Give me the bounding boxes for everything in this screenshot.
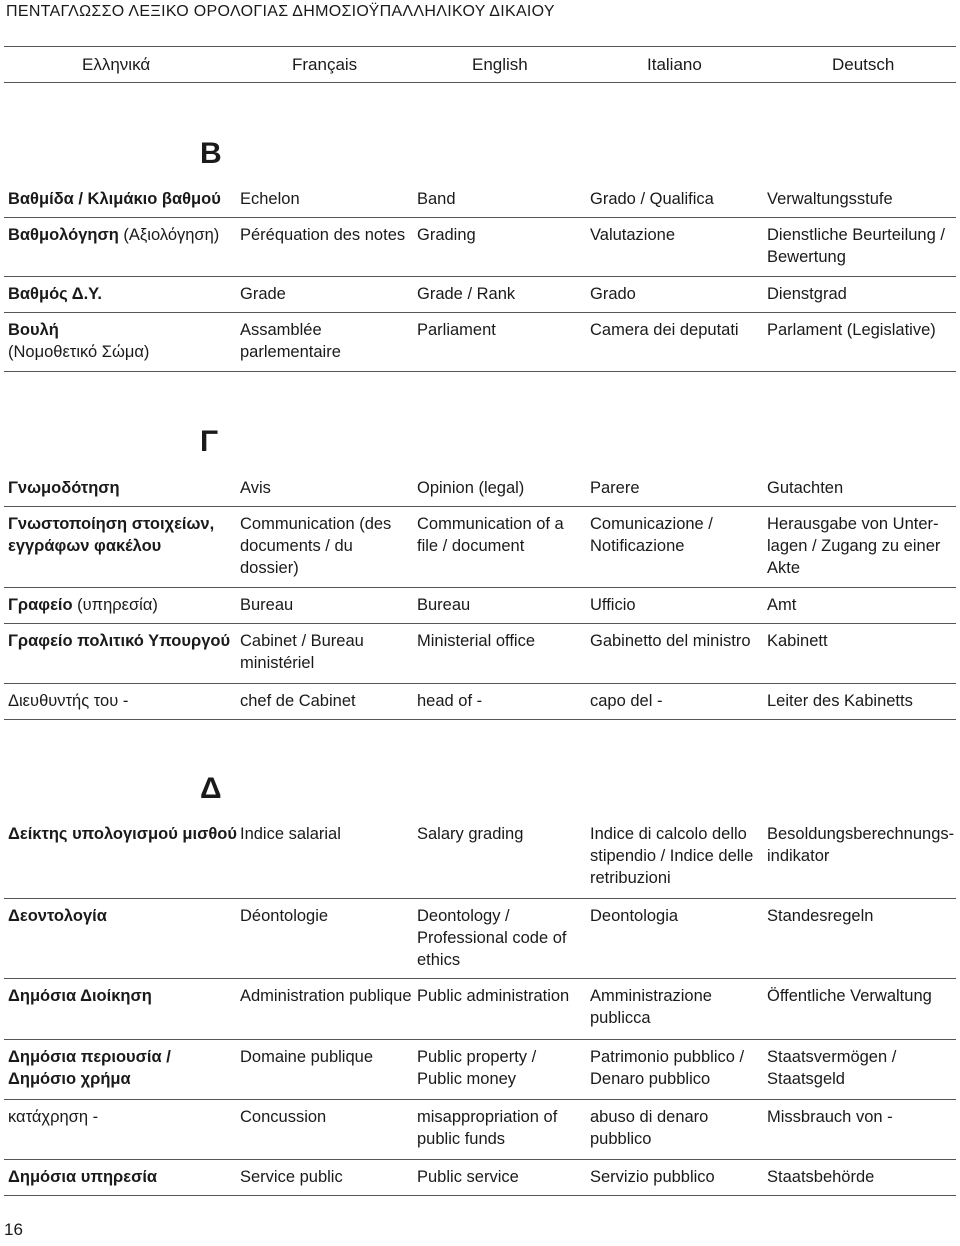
page-header-title: ΠΕΝΤΑΓΛΩΣΣΟ ΛΕΞΙΚΟ ΟΡΟΛΟΓΙΑΣ ΔΗΜΟΣΙΟΫΠΑΛΛΗΛΙΚΟΥ ΔΙΚΑΙΟΥ: [6, 3, 555, 20]
term-english: Public service: [417, 1168, 519, 1186]
term-greek: Δημόσια υπηρεσία: [8, 1168, 158, 1186]
term-german: Kabinett: [767, 632, 828, 650]
term-german: Dienstgrad: [767, 285, 847, 303]
table-row: [4, 899, 956, 979]
term-english: Band: [417, 190, 456, 208]
term-english: Public property / Public money: [417, 1048, 537, 1088]
term-italian: Servizio pubblico: [590, 1168, 715, 1186]
table-row: [4, 979, 956, 1040]
term-greek: Γραφείο πολιτικό Υπουργού: [8, 632, 231, 650]
term-german: Herausgabe von Unter-lagen / Zugang zu einer Akte: [767, 515, 941, 577]
term-greek: Γραφείο (υπηρεσία): [8, 596, 158, 614]
term-german: Staatsbehörde: [767, 1168, 875, 1186]
term-french: Péréquation des notes: [240, 226, 406, 244]
term-italian: Grado: [590, 285, 636, 303]
term-italian: Gabinetto del ministro: [590, 632, 751, 650]
term-english: Salary grading: [417, 825, 524, 843]
term-greek: Δημόσια περιουσία / Δημόσιο χρήμα: [8, 1048, 171, 1088]
term-french: Administration publique: [240, 987, 412, 1005]
term-italian: Grado / Qualifica: [590, 190, 714, 208]
term-greek: Βαθμολόγηση (Αξιολόγηση): [8, 226, 220, 244]
term-english: misappropriation of public funds: [417, 1108, 558, 1148]
term-english: Grade / Rank: [417, 285, 516, 303]
table-row: [4, 182, 956, 218]
term-german: Amt: [767, 596, 797, 614]
term-greek: Βαθμίδα / Κλιμάκιο βαθμού: [8, 190, 221, 208]
term-english: Opinion (legal): [417, 479, 525, 497]
term-french: Service public: [240, 1168, 343, 1186]
term-french: Communication (des documents / du dossier): [240, 515, 392, 577]
term-greek: Γνωστοποίηση στοιχείων, εγγράφων φακέλου: [8, 515, 215, 555]
term-greek: Βαθμός Δ.Υ.: [8, 285, 102, 303]
table-row: [4, 1160, 956, 1196]
term-french: Indice salarial: [240, 825, 341, 843]
language-french: Français: [292, 55, 358, 74]
language-header-bar: [4, 46, 956, 83]
term-english: Parliament: [417, 321, 496, 339]
term-french: Domaine publique: [240, 1048, 374, 1066]
table-row: [4, 684, 956, 720]
term-italian: Camera dei deputati: [590, 321, 739, 339]
term-german: Besoldungsberechnungs-indikator: [767, 825, 955, 865]
term-english: Bureau: [417, 596, 471, 614]
table-row: [4, 218, 956, 277]
table-row: [4, 1100, 956, 1160]
term-italian: Amministrazione publicca: [590, 987, 712, 1027]
term-greek: κατάχρηση -: [8, 1108, 99, 1126]
term-greek: Βουλή (Νομοθετικό Σώμα): [8, 321, 150, 361]
table-row: [4, 313, 956, 372]
term-italian: Patrimonio pubblico / Denaro pubblico: [590, 1048, 745, 1088]
section-d: [4, 817, 956, 1196]
table-row: [4, 1040, 956, 1100]
term-english: Public administration: [417, 987, 570, 1005]
term-german: Öffentliche Verwaltung: [767, 987, 932, 1005]
term-german: Dienstliche Beurteilung / Bewertung: [767, 226, 945, 266]
table-row: [4, 277, 956, 313]
language-english: English: [472, 55, 528, 74]
term-italian: capo del -: [590, 692, 663, 710]
term-italian: Deontologia: [590, 907, 679, 925]
term-italian: Parere: [590, 479, 640, 497]
term-german: Missbrauch von -: [767, 1108, 893, 1126]
term-italian: Indice di calcolo dello stipendio / Indice delle retribuzioni: [590, 825, 754, 887]
section-g: [4, 471, 956, 720]
term-french: Avis: [240, 479, 271, 497]
term-german: Parlament (Legislative): [767, 321, 936, 339]
term-italian: Valutazione: [590, 226, 676, 244]
term-french: Déontologie: [240, 907, 329, 925]
term-italian: Comunicazione / Notificazione: [590, 515, 713, 555]
term-italian: abuso di denaro pubblico: [590, 1108, 709, 1148]
section-letter-d: Δ: [200, 772, 222, 805]
term-greek: Γνωμοδότηση: [8, 479, 120, 497]
term-french: Cabinet / Bureau ministériel: [240, 632, 364, 672]
term-german: Gutachten: [767, 479, 844, 497]
section-letter-g: Γ: [200, 425, 219, 458]
table-row: [4, 471, 956, 507]
language-greek: Ελληνικά: [82, 55, 151, 74]
term-italian: Ufficio: [590, 596, 636, 614]
term-french: Concussion: [240, 1108, 327, 1126]
table-row: [4, 817, 956, 899]
table-row: [4, 588, 956, 624]
section-b: [4, 182, 956, 372]
term-german: Standesregeln: [767, 907, 874, 925]
page-number: 16: [4, 1220, 23, 1239]
language-italian: Italiano: [647, 55, 702, 74]
term-english: Ministerial office: [417, 632, 535, 650]
term-english: Communication of a file / document: [417, 515, 564, 555]
term-german: Leiter des Kabinetts: [767, 692, 913, 710]
term-greek: Διευθυντής του -: [8, 692, 129, 710]
term-german: Verwaltungsstufe: [767, 190, 893, 208]
table-row: [4, 624, 956, 684]
section-letter-b: Β: [200, 137, 222, 170]
term-greek: Δημόσια Διοίκηση: [8, 987, 152, 1005]
term-greek: Δεοντολογία: [8, 907, 107, 925]
term-french: Assamblée parlementaire: [240, 321, 341, 361]
term-french: Echelon: [240, 190, 300, 208]
term-english: head of -: [417, 692, 483, 710]
table-row: [4, 507, 956, 588]
term-french: chef de Cabinet: [240, 692, 356, 710]
term-german: Staatsvermögen / Staatsgeld: [767, 1048, 897, 1088]
language-german: Deutsch: [832, 55, 895, 74]
term-french: Grade: [240, 285, 286, 303]
term-french: Bureau: [240, 596, 294, 614]
term-greek: Δείκτης υπολογισμού μισθού: [8, 825, 237, 843]
term-english: Grading: [417, 226, 476, 244]
term-english: Deontology / Professional code of ethics: [417, 907, 567, 969]
